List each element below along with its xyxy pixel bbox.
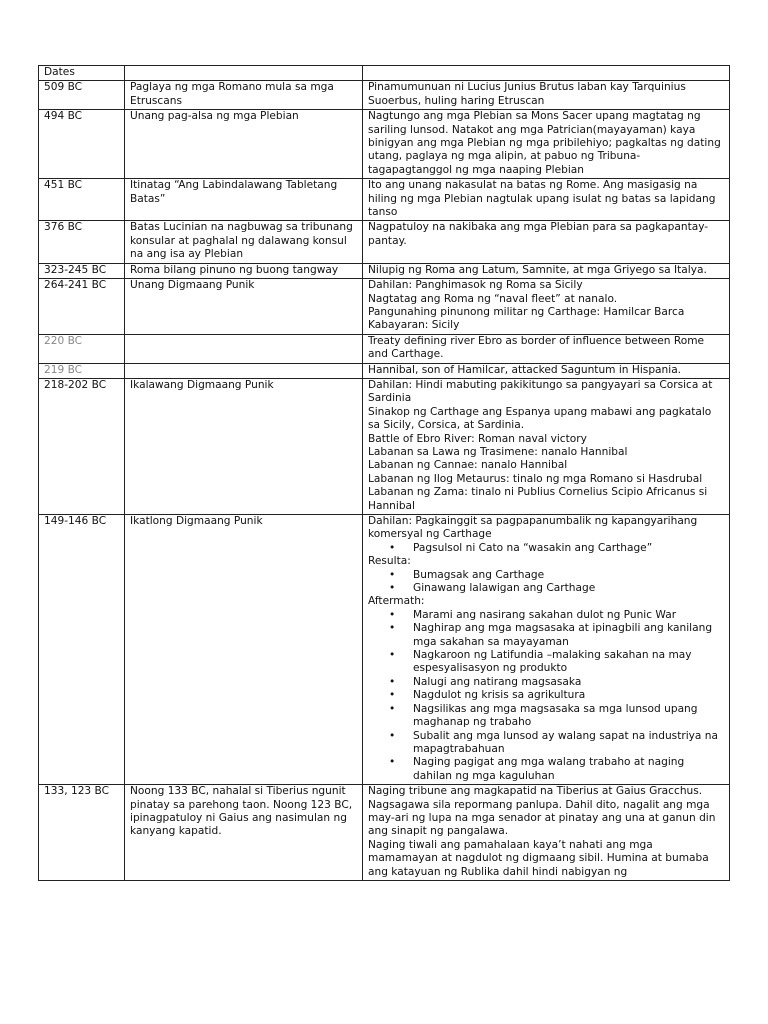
table-row bbox=[39, 378, 730, 514]
bullet-item: • Marami ang nasirang sakahan dulot ng Punic War bbox=[413, 609, 724, 622]
row-date: 133, 123 BC bbox=[39, 785, 125, 881]
aftermath-bullet-list bbox=[368, 609, 724, 783]
cause-bullet-list bbox=[368, 542, 724, 555]
row-date: 219 BC bbox=[39, 363, 125, 378]
bullet-item: • Naging pagigat ang mga walang trabaho at naging dahilan ng mga kaguluhan bbox=[413, 756, 724, 783]
table-row bbox=[39, 221, 730, 263]
bullet-item: • Nalugi ang natirang magsasaka bbox=[413, 676, 724, 689]
result-label: Resulta: bbox=[368, 555, 411, 568]
bullet-item: • Nagdulot ng krisis sa agrikultura bbox=[413, 689, 724, 702]
detail-line: Nagtatag ang Roma ng “naval fleet” at nanalo. bbox=[368, 292, 618, 305]
row-event: Itinatag “Ang Labindalawang Tabletang Batas” bbox=[125, 179, 363, 221]
table-row bbox=[39, 279, 730, 335]
detail-line: Kabayaran: Sicily bbox=[368, 319, 460, 332]
detail-line: Labanan ng Ilog Metaurus: tinalo ng mga Romano si Hasdrubal bbox=[368, 472, 703, 485]
row-details: Ito ang unang nakasulat na batas ng Rome. Ang masigasig na hiling ng mga Plebian nagtulak upang isulat ng batas sa lapidang tanso bbox=[363, 179, 730, 221]
row-date: 509 BC bbox=[39, 81, 125, 110]
row-event: Ikatlong Digmaang Punik bbox=[125, 515, 363, 785]
row-details bbox=[363, 378, 730, 514]
row-date: 149-146 BC bbox=[39, 515, 125, 785]
row-event bbox=[125, 363, 363, 378]
detail-line: Naging tribune ang magkapatid na Tiberius at Gaius Gracchus. Nagsagawa sila repormang panlupa. Dahil dito, nagalit ang mga may-ari ng lupa na mga senador at pinatay ang una at ganun din ang sinapit ng pangalawa. bbox=[368, 785, 716, 838]
detail-line: Labanan ng Cannae: nanalo Hannibal bbox=[368, 459, 568, 472]
bullet-item: • Pagsulsol ni Cato na “wasakin ang Carthage” bbox=[413, 542, 724, 555]
row-date: 264-241 BC bbox=[39, 279, 125, 335]
table-row bbox=[39, 179, 730, 221]
row-date: 218-202 BC bbox=[39, 378, 125, 514]
row-details bbox=[363, 279, 730, 335]
row-date: 451 BC bbox=[39, 179, 125, 221]
header-dates: Dates bbox=[39, 66, 125, 81]
row-event: Roma bilang pinuno ng buong tangway bbox=[125, 263, 363, 278]
row-date: 494 BC bbox=[39, 110, 125, 179]
row-event bbox=[125, 334, 363, 363]
table-row bbox=[39, 81, 730, 110]
result-bullet-list bbox=[368, 569, 724, 596]
table-row bbox=[39, 263, 730, 278]
row-event: Noong 133 BC, nahalal si Tiberius ngunit pinatay sa parehong taon. Noong 123 BC, ipinagpatuloy ni Gaius ang nasimulan ng kanyang kapatid. bbox=[125, 785, 363, 881]
bullet-item: • Subalit ang mga lunsod ay walang sapat na industriya na mapagtrabahuan bbox=[413, 730, 724, 757]
row-event: Ikalawang Digmaang Punik bbox=[125, 378, 363, 514]
row-details: Pinamumunuan ni Lucius Junius Brutus laban kay Tarquinius Suoerbus, huling haring Etruscan bbox=[363, 81, 730, 110]
detail-line: Labanan sa Lawa ng Trasimene: nanalo Hannibal bbox=[368, 445, 628, 458]
row-event: Unang pag-alsa ng mga Plebian bbox=[125, 110, 363, 179]
table-row bbox=[39, 515, 730, 785]
row-date: 323-245 BC bbox=[39, 263, 125, 278]
bullet-item: • Nagsilikas ang mga magsasaka sa mga lunsod upang maghanap ng trabaho bbox=[413, 703, 724, 730]
row-event: Batas Lucinian na nagbuwag sa tribunang konsular at paghalal ng dalawang konsul na ang isa ay Plebian bbox=[125, 221, 363, 263]
detail-line: Naging tiwali ang pamahalaan kaya’t nahati ang mga mamamayan at nagdulot ng digmaang sibil. Humina at bumaba ang katayuan ng Rublika dahil hindi nabigyan ng bbox=[368, 838, 709, 878]
row-date: 220 BC bbox=[39, 334, 125, 363]
row-details bbox=[363, 515, 730, 785]
row-date: 376 BC bbox=[39, 221, 125, 263]
bullet-item: • Naghirap ang mga magsasaka at ipinagbili ang kanilang mga sakahan sa mayayaman bbox=[413, 622, 724, 649]
table-row bbox=[39, 110, 730, 179]
row-event: Paglaya ng mga Romano mula sa mga Etruscans bbox=[125, 81, 363, 110]
header-event bbox=[125, 66, 363, 81]
row-event: Unang Digmaang Punik bbox=[125, 279, 363, 335]
table-header-row bbox=[39, 66, 730, 81]
bullet-item: • Ginawang lalawigan ang Carthage bbox=[413, 582, 724, 595]
row-details bbox=[363, 785, 730, 881]
bullet-item: • Bumagsak ang Carthage bbox=[413, 569, 724, 582]
bullet-item: • Nagkaroon ng Latifundia –malaking sakahan na may espesyalisasyon ng produkto bbox=[413, 649, 724, 676]
history-timeline-table bbox=[38, 65, 730, 881]
detail-line: Dahilan: Panghimasok ng Roma sa Sicily bbox=[368, 279, 583, 292]
row-details: Nilupig ng Roma ang Latum, Samnite, at mga Griyego sa Italya. bbox=[363, 263, 730, 278]
row-details: Treaty defining river Ebro as border of influence between Rome and Carthage. bbox=[363, 334, 730, 363]
aftermath-label: Aftermath: bbox=[368, 595, 425, 608]
detail-line: Sinakop ng Carthage ang Espanya upang mabawi ang pagkatalo sa Sicily, Corsica, at Sardinia. bbox=[368, 405, 712, 432]
table-row bbox=[39, 785, 730, 881]
detail-line: Dahilan: Hindi mabuting pakikitungo sa pangyayari sa Corsica at Sardinia bbox=[368, 378, 713, 405]
row-details: Nagpatuloy na nakibaka ang mga Plebian para sa pagkapantay-pantay. bbox=[363, 221, 730, 263]
detail-line: Battle of Ebro River: Roman naval victory bbox=[368, 432, 587, 445]
table-row bbox=[39, 334, 730, 363]
cause-text: Dahilan: Pagkainggit sa pagpapanumbalik ng kapangyarihang komersyal ng Carthage bbox=[368, 515, 698, 541]
detail-line: Pangunahing pinunong militar ng Carthage: Hamilcar Barca bbox=[368, 305, 685, 318]
row-details: Nagtungo ang mga Plebian sa Mons Sacer upang magtatag ng sariling lunsod. Natakot ang mga Patrician(mayayaman) kaya binigyan ang mga Plebian ng mga pribilehiyo; pagkaltas ng dating utang, paglaya ng mga alipin, at pabuo ng Tribuna- tagapagtanggol ng mga naaping Plebian bbox=[363, 110, 730, 179]
header-details bbox=[363, 66, 730, 81]
row-details: Hannibal, son of Hamilcar, attacked Saguntum in Hispania. bbox=[363, 363, 730, 378]
detail-line: Labanan ng Zama: tinalo ni Publius Cornelius Scipio Africanus si Hannibal bbox=[368, 486, 708, 512]
table-row bbox=[39, 363, 730, 378]
